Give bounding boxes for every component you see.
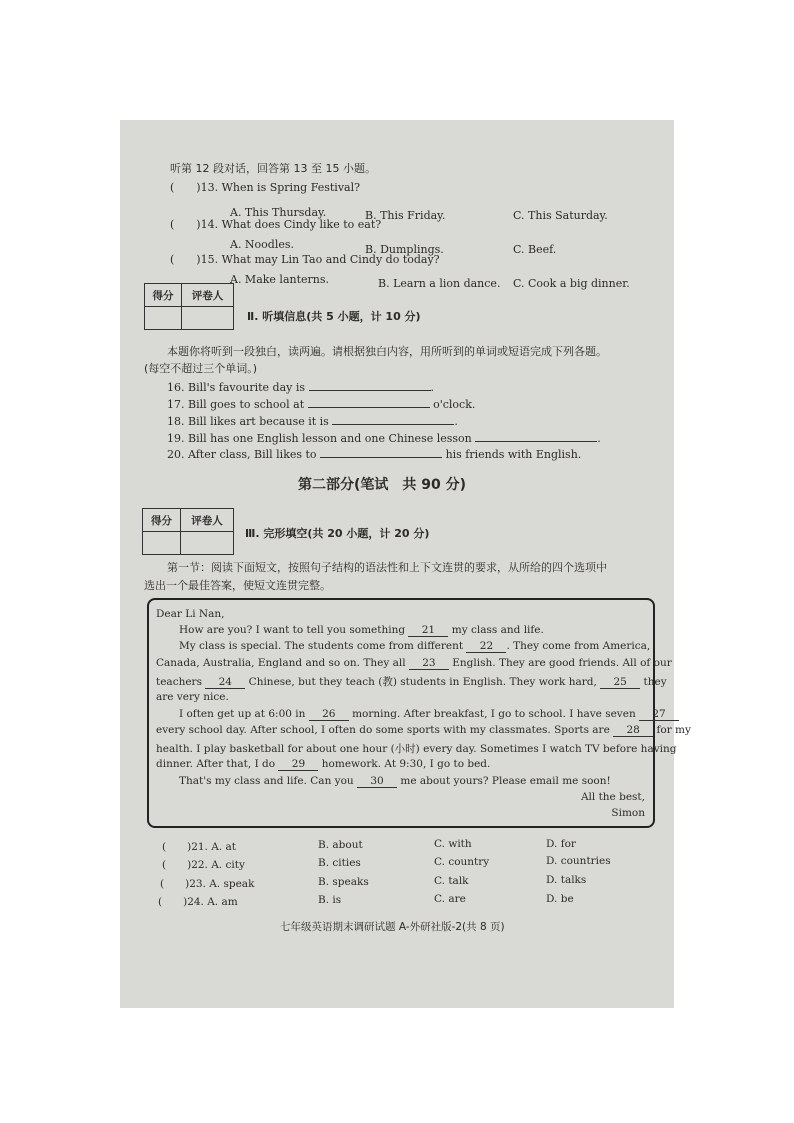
- answer-blank-19[interactable]: [475, 429, 597, 442]
- item-19-text: 19. Bill has one English lesson and one Chinese lesson: [167, 432, 472, 445]
- choice-21-c: C. with: [434, 838, 472, 850]
- choice-23-b: B. speaks: [318, 876, 369, 888]
- choice-24-d: D. be: [546, 893, 574, 905]
- q13-option-a: A. This Thursday.: [230, 206, 327, 219]
- part2-heading: 第二部分(笔试 共 90 分): [298, 477, 467, 493]
- choice-21-b: B. about: [318, 839, 363, 851]
- text: every school day. After school, I often do some sports with my classmates. Sports are: [156, 724, 610, 736]
- text: they: [643, 676, 667, 688]
- text: morning. After breakfast, I go to school. I have seven: [352, 708, 636, 720]
- item-17: [167, 395, 475, 411]
- letter-closing: All the best,: [580, 791, 645, 803]
- page-footer: 七年级英语期末调研试题 A-外研社版-2(共 8 页): [280, 921, 505, 933]
- section3-instructions-2: 选出一个最佳答案，使短文连贯完整。: [144, 579, 331, 592]
- section2-title: Ⅱ. 听填信息(共 5 小题，计 10 分): [247, 310, 421, 323]
- blank-21: 21: [408, 624, 448, 637]
- text: English. They are good friends. All of our: [452, 657, 672, 669]
- grader-label: 评卷人: [191, 514, 223, 527]
- choice-24-c: C. are: [434, 893, 466, 905]
- choice-22-d: D. countries: [546, 855, 611, 867]
- item-20-text: 20. After class, Bill likes to: [167, 448, 317, 461]
- letter-line-6: [179, 708, 679, 721]
- letter-signature: Simon: [611, 807, 645, 819]
- blank-22: 22: [466, 640, 506, 653]
- q15-option-b: B. Learn a lion dance.: [378, 277, 501, 290]
- section2-instructions: 本题你将听到一段独白，读两遍。请根据独白内容，用所听到的单词或短语完成下列各题。: [167, 345, 607, 358]
- choice-24-b: B. is: [318, 894, 342, 906]
- blank-28: 28: [613, 724, 653, 737]
- item-16: [167, 378, 434, 394]
- choice-22-c: C. country: [434, 856, 490, 868]
- text: my class and life.: [451, 624, 544, 636]
- text: . They come from America,: [506, 640, 651, 652]
- grader-cell: [182, 307, 233, 329]
- letter-line-7: [156, 724, 691, 737]
- blank-25: 25: [600, 676, 640, 689]
- letter-line-9: [156, 758, 490, 771]
- text: That's my class and life. Can you: [179, 775, 354, 787]
- letter-line-4: [156, 674, 667, 689]
- blank-24: 24: [205, 676, 245, 689]
- text: I often get up at 6:00 in: [179, 708, 306, 720]
- q15-option-a: A. Make lanterns.: [230, 273, 330, 286]
- grader-cell: [181, 532, 233, 554]
- item-18-end: .: [454, 415, 458, 428]
- q14-option-c: C. Beef.: [513, 243, 557, 256]
- q15-option-c: C. Cook a big dinner.: [513, 277, 630, 290]
- question-15: ( )15. What may Lin Tao and Cindy do today?: [170, 253, 440, 266]
- text: me about yours? Please email me soon!: [400, 775, 611, 787]
- score-cell: [143, 532, 181, 554]
- answer-blank-18[interactable]: [332, 412, 454, 425]
- item-19-end: .: [597, 432, 601, 445]
- item-20-end: his friends with English.: [445, 448, 582, 461]
- letter-greeting: Dear Li Nan,: [156, 608, 225, 620]
- text: homework. At 9:30, I go to bed.: [321, 758, 491, 770]
- text: Chinese, but they teach (教) students in English. They work hard,: [248, 676, 597, 688]
- letter-line-5: are very nice.: [156, 691, 229, 703]
- choice-23: ( )23. A. speak: [160, 878, 255, 890]
- letter-line-10: [179, 775, 611, 788]
- text: for my: [656, 724, 691, 736]
- text: How are you? I want to tell you something: [179, 624, 406, 636]
- answer-blank-17[interactable]: [308, 395, 430, 408]
- text: Canada, Australia, England and so on. They all: [156, 657, 406, 669]
- section3-title: Ⅲ. 完形填空(共 20 小题，计 20 分): [245, 527, 430, 540]
- item-18-text: 18. Bill likes art because it is: [167, 415, 329, 428]
- choice-21: ( )21. A. at: [162, 841, 236, 853]
- item-20: [167, 445, 581, 461]
- letter-line-1: [179, 624, 544, 637]
- score-box-section3: [142, 508, 234, 555]
- question-14: ( )14. What does Cindy like to eat?: [170, 218, 382, 231]
- score-cell: [145, 307, 182, 329]
- score-label: 得分: [143, 509, 181, 531]
- text: dinner. After that, I do: [156, 758, 276, 770]
- q14-option-b: B. Dumplings.: [365, 243, 444, 256]
- grader-label: 评卷人: [191, 289, 224, 302]
- choice-22: ( )22. A. city: [162, 859, 245, 871]
- item-19: [167, 429, 601, 445]
- item-17-end: o'clock.: [433, 398, 476, 411]
- score-box-section2: [144, 283, 234, 330]
- exam-page: [120, 120, 691, 1008]
- letter-line-2: [179, 640, 650, 653]
- section2-instructions-2: (每空不超过三个单词。): [144, 362, 258, 375]
- text: teachers: [156, 676, 202, 688]
- answer-blank-16[interactable]: [309, 378, 431, 391]
- choice-23-d: D. talks: [546, 874, 587, 886]
- section3-instructions: 第一节：阅读下面短文，按照句子结构的语法性和上下文连贯的要求，从所给的四个选项中: [167, 561, 607, 574]
- blank-26: 26: [309, 708, 349, 721]
- item-16-end: .: [430, 381, 435, 394]
- blank-29: 29: [278, 758, 318, 771]
- listening-intro: 听第 12 段对话，回答第 13 至 15 小题。: [170, 162, 376, 175]
- cloze-passage-box: [147, 598, 691, 828]
- question-13: ( )13. When is Spring Festival?: [170, 181, 361, 194]
- q13-option-c: C. This Saturday.: [513, 209, 608, 222]
- q13-option-b: B. This Friday.: [365, 209, 446, 222]
- text: My class is special. The students come from different: [179, 640, 464, 652]
- choice-24: ( )24. A. am: [158, 896, 238, 908]
- blank-23: 23: [409, 657, 449, 670]
- choice-23-c: C. talk: [434, 875, 469, 887]
- q14-option-a: A. Noodles.: [230, 238, 295, 251]
- item-17-text: 17. Bill goes to school at: [167, 398, 305, 411]
- choice-22-b: B. cities: [318, 857, 361, 869]
- answer-blank-20[interactable]: [320, 445, 442, 458]
- blank-30: 30: [357, 775, 397, 788]
- choice-21-d: D. for: [546, 838, 576, 850]
- letter-line-8: health. I play basketball for about one hour (小时) every day. Sometimes I watch TV before having: [156, 743, 677, 755]
- item-16-text: 16. Bill's favourite day is: [167, 381, 306, 394]
- item-18: [167, 412, 458, 428]
- score-label: 得分: [145, 284, 182, 306]
- blank-27: 27: [639, 708, 679, 721]
- letter-line-3: [156, 657, 672, 670]
